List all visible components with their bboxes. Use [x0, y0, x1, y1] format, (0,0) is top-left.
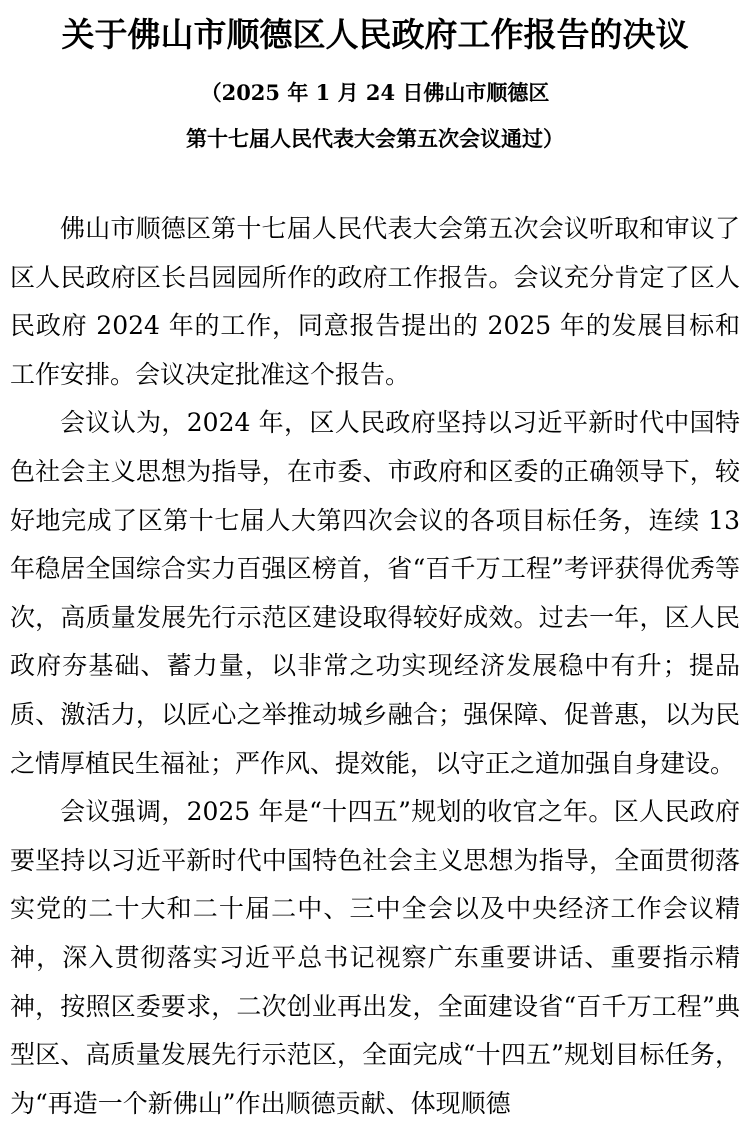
body-paragraph: 会议强调，2025 年是“十四五”规划的收官之年。区人民政府要坚持以习近平新时代中国特色社会主义思想为指导，全面贯彻落实党的二十大和二十届二中、三中全会以及中央经济工作会议精神，深入贯彻落实习近平总书记视察广东重要讲话、重要指示精神，按照区委要求，二次创业再出发，全面建设省“百千万工程”典型区、高质量发展先行示范区，全面完成“十四五”规划目标任务，为“再造一个新佛山”作出顺德贡献、体现顺德	[10, 797, 740, 1118]
document-body	[10, 205, 740, 1128]
body-paragraph: 佛山市顺德区第十七届人民代表大会第五次会议听取和审议了区人民政府区长吕园园所作的政府工作报告。会议充分肯定了区人民政府 2024 年的工作，同意报告提出的 2025 年的发展目标和工作安排。会议决定批准这个报告。	[10, 214, 740, 389]
document-title: 关于佛山市顺德区人民政府工作报告的决议	[61, 15, 689, 54]
document-subtitle-line1: （2025 年 1 月 24 日佛山市顺德区	[200, 80, 550, 105]
document-subtitle-line2: 第十七届人民代表大会第五次会议通过）	[186, 126, 564, 151]
body-paragraph: 会议认为，2024 年，区人民政府坚持以习近平新时代中国特色社会主义思想为指导，在市委、市政府和区委的正确领导下，较好地完成了区第十七届人大第四次会议的各项目标任务，连续 13 年稳居全国综合实力百强区榜首，省“百千万工程”考评获得优秀等次，高质量发展先行示范区建设取得较好成效。过去一年，区人民政府夯基础、蓄力量，以非常之功实现经济发展稳中有升；提品质、激活力，以匠心之举推动城乡融合；强保障、促普惠，以为民之情厚植民生福祉；严作风、提效能，以守正之道加强自身建设。	[10, 408, 740, 778]
